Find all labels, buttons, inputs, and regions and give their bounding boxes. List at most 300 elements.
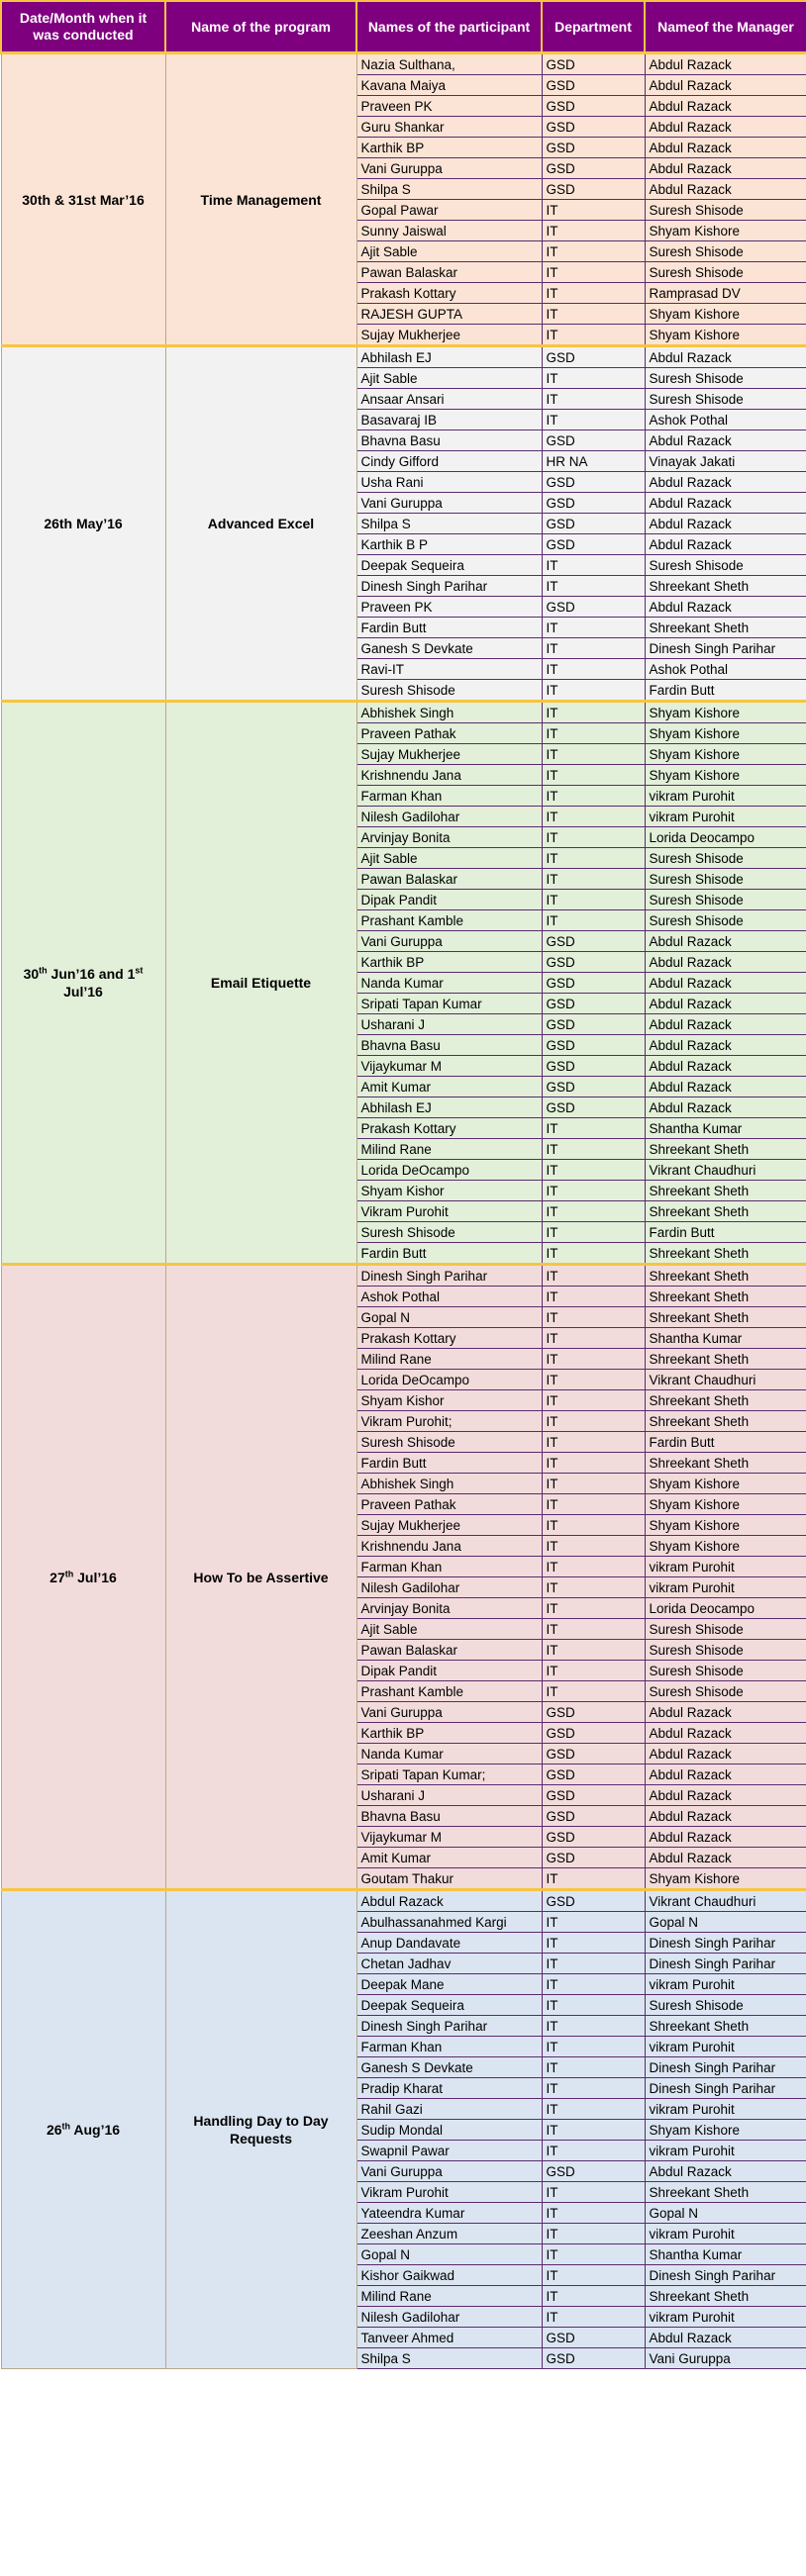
department-cell: GSD xyxy=(542,534,645,555)
department-cell: IT xyxy=(542,1287,645,1307)
participant-cell: Shilpa S xyxy=(356,2348,542,2369)
manager-cell: Dinesh Singh Parihar xyxy=(645,1954,806,1974)
department-cell: IT xyxy=(542,2099,645,2120)
department-cell: GSD xyxy=(542,1056,645,1077)
date-ordinal: th xyxy=(61,2121,71,2132)
participant-cell: Shilpa S xyxy=(356,179,542,200)
manager-cell: Shreekant Sheth xyxy=(645,1307,806,1328)
participant-cell: Prashant Kamble xyxy=(356,910,542,931)
department-cell: IT xyxy=(542,283,645,304)
participant-cell: Praveen Pathak xyxy=(356,1494,542,1515)
manager-cell: Suresh Shisode xyxy=(645,555,806,576)
manager-cell: Abdul Razack xyxy=(645,994,806,1014)
department-cell: IT xyxy=(542,389,645,410)
department-cell: IT xyxy=(542,368,645,389)
manager-cell: Abdul Razack xyxy=(645,138,806,158)
participant-cell: Sujay Mukherjee xyxy=(356,325,542,346)
participant-cell: Yateendra Kumar xyxy=(356,2203,542,2224)
department-cell: IT xyxy=(542,680,645,702)
manager-cell: Dinesh Singh Parihar xyxy=(645,2078,806,2099)
manager-cell: Shreekant Sheth xyxy=(645,1201,806,1222)
manager-cell: Suresh Shisode xyxy=(645,262,806,283)
manager-cell: Shreekant Sheth xyxy=(645,1243,806,1265)
manager-cell: Dinesh Singh Parihar xyxy=(645,1933,806,1954)
manager-cell: Abdul Razack xyxy=(645,179,806,200)
manager-cell: Lorida Deocampo xyxy=(645,1598,806,1619)
participant-cell: Cindy Gifford xyxy=(356,451,542,472)
participant-cell: Bhavna Basu xyxy=(356,430,542,451)
department-cell: IT xyxy=(542,1577,645,1598)
manager-cell: Abdul Razack xyxy=(645,1744,806,1765)
manager-cell: Abdul Razack xyxy=(645,952,806,973)
manager-cell: Abdul Razack xyxy=(645,117,806,138)
department-cell: GSD xyxy=(542,1035,645,1056)
department-cell: IT xyxy=(542,1181,645,1201)
table-body xyxy=(1,53,806,2369)
participant-cell: Usharani J xyxy=(356,1014,542,1035)
participant-cell: Dipak Pandit xyxy=(356,1661,542,1681)
participant-cell: Arvinjay Bonita xyxy=(356,827,542,848)
manager-cell: Abdul Razack xyxy=(645,1077,806,1097)
manager-cell: Suresh Shisode xyxy=(645,200,806,221)
manager-cell: Shreekant Sheth xyxy=(645,1390,806,1411)
department-cell: IT xyxy=(542,1598,645,1619)
department-cell: IT xyxy=(542,765,645,786)
participant-cell: Ajit Sable xyxy=(356,1619,542,1640)
manager-cell: Shyam Kishore xyxy=(645,744,806,765)
department-cell: IT xyxy=(542,1160,645,1181)
participant-cell: Fardin Butt xyxy=(356,1243,542,1265)
department-cell: IT xyxy=(542,2286,645,2307)
participant-cell: Guru Shankar xyxy=(356,117,542,138)
participant-cell: Kavana Maiya xyxy=(356,75,542,96)
department-cell: IT xyxy=(542,1474,645,1494)
date-text: 27 xyxy=(50,1569,65,1585)
department-cell: IT xyxy=(542,638,645,659)
department-cell: IT xyxy=(542,1411,645,1432)
participant-cell: Amit Kumar xyxy=(356,1077,542,1097)
manager-cell: Shreekant Sheth xyxy=(645,576,806,597)
manager-cell: Suresh Shisode xyxy=(645,241,806,262)
manager-cell: Shantha Kumar xyxy=(645,1328,806,1349)
department-cell: GSD xyxy=(542,1077,645,1097)
manager-cell: Shyam Kishore xyxy=(645,1474,806,1494)
manager-cell: Shyam Kishore xyxy=(645,221,806,241)
department-cell: GSD xyxy=(542,973,645,994)
manager-cell: Abdul Razack xyxy=(645,53,806,75)
department-cell: GSD xyxy=(542,1765,645,1785)
manager-cell: Suresh Shisode xyxy=(645,1640,806,1661)
manager-cell: Shreekant Sheth xyxy=(645,2182,806,2203)
participant-cell: Vikram Purohit; xyxy=(356,1411,542,1432)
date-text: Jul’16 xyxy=(63,984,103,1000)
participant-cell: Lorida DeOcampo xyxy=(356,1370,542,1390)
manager-cell: Vikrant Chaudhuri xyxy=(645,1370,806,1390)
participant-cell: Abdul Razack xyxy=(356,1890,542,1912)
department-cell: IT xyxy=(542,890,645,910)
manager-cell: vikram Purohit xyxy=(645,2224,806,2244)
date-cell xyxy=(1,53,165,346)
manager-cell: Shyam Kishore xyxy=(645,1868,806,1890)
department-cell: IT xyxy=(542,2141,645,2161)
department-cell: GSD xyxy=(542,994,645,1014)
department-cell: IT xyxy=(542,1390,645,1411)
department-cell: IT xyxy=(542,2224,645,2244)
department-cell: IT xyxy=(542,1453,645,1474)
date-cell xyxy=(1,702,165,1265)
participant-cell: Vani Guruppa xyxy=(356,2161,542,2182)
manager-cell: Fardin Butt xyxy=(645,1222,806,1243)
participant-cell: Bhavna Basu xyxy=(356,1035,542,1056)
date-text: Aug’16 xyxy=(70,2122,121,2138)
manager-cell: Fardin Butt xyxy=(645,680,806,702)
participant-cell: Ansaar Ansari xyxy=(356,389,542,410)
manager-cell: Shyam Kishore xyxy=(645,2120,806,2141)
manager-cell: vikram Purohit xyxy=(645,1557,806,1577)
manager-cell: Shantha Kumar xyxy=(645,1118,806,1139)
department-cell: IT xyxy=(542,1681,645,1702)
participant-cell: Swapnil Pawar xyxy=(356,2141,542,2161)
department-cell: GSD xyxy=(542,96,645,117)
department-cell: HR NA xyxy=(542,451,645,472)
department-cell: IT xyxy=(542,1640,645,1661)
header-participant: Names of the participant xyxy=(356,1,542,53)
participant-cell: Abhilash EJ xyxy=(356,1097,542,1118)
department-cell: IT xyxy=(542,221,645,241)
participant-cell: Ravi-IT xyxy=(356,659,542,680)
manager-cell: Abdul Razack xyxy=(645,1827,806,1848)
date-text: 26 xyxy=(46,2122,62,2138)
participant-cell: Dinesh Singh Parihar xyxy=(356,576,542,597)
department-cell: GSD xyxy=(542,1827,645,1848)
manager-cell: Dinesh Singh Parihar xyxy=(645,2057,806,2078)
manager-cell: vikram Purohit xyxy=(645,1974,806,1995)
manager-cell: Abdul Razack xyxy=(645,1014,806,1035)
manager-cell: Abdul Razack xyxy=(645,2328,806,2348)
department-cell: IT xyxy=(542,2016,645,2037)
participant-cell: Abulhassanahmed Kargi xyxy=(356,1912,542,1933)
table-row xyxy=(1,1890,806,1912)
department-cell: IT xyxy=(542,910,645,931)
manager-cell: Shreekant Sheth xyxy=(645,1139,806,1160)
participant-cell: Shyam Kishor xyxy=(356,1181,542,1201)
manager-cell: Shyam Kishore xyxy=(645,1515,806,1536)
manager-cell: Suresh Shisode xyxy=(645,1661,806,1681)
participant-cell: Pradip Kharat xyxy=(356,2078,542,2099)
participant-cell: Kishor Gaikwad xyxy=(356,2265,542,2286)
department-cell: IT xyxy=(542,1557,645,1577)
participant-cell: Suresh Shisode xyxy=(356,1222,542,1243)
department-cell: IT xyxy=(542,1515,645,1536)
participant-cell: Nilesh Gadilohar xyxy=(356,807,542,827)
participant-cell: Dinesh Singh Parihar xyxy=(356,2016,542,2037)
date-ordinal: st xyxy=(135,965,144,976)
department-cell: GSD xyxy=(542,472,645,493)
manager-cell: vikram Purohit xyxy=(645,2141,806,2161)
department-cell: IT xyxy=(542,659,645,680)
participant-cell: Vani Guruppa xyxy=(356,931,542,952)
participant-cell: Ganesh S Devkate xyxy=(356,2057,542,2078)
department-cell: GSD xyxy=(542,514,645,534)
table-row xyxy=(1,346,806,368)
participant-cell: Vijaykumar M xyxy=(356,1827,542,1848)
department-cell: GSD xyxy=(542,1848,645,1868)
department-cell: IT xyxy=(542,827,645,848)
participant-cell: Rahil Gazi xyxy=(356,2099,542,2120)
manager-cell: Abdul Razack xyxy=(645,158,806,179)
program-cell: How To be Assertive xyxy=(165,1265,356,1890)
participant-cell: Basavaraj IB xyxy=(356,410,542,430)
participant-cell: Ajit Sable xyxy=(356,241,542,262)
manager-cell: Suresh Shisode xyxy=(645,869,806,890)
manager-cell: Abdul Razack xyxy=(645,973,806,994)
participant-cell: Praveen Pathak xyxy=(356,723,542,744)
department-cell: GSD xyxy=(542,1744,645,1765)
participant-cell: Vikram Purohit xyxy=(356,1201,542,1222)
participant-cell: Zeeshan Anzum xyxy=(356,2224,542,2244)
participant-cell: Vikram Purohit xyxy=(356,2182,542,2203)
manager-cell: Shyam Kishore xyxy=(645,723,806,744)
participant-cell: Vijaykumar M xyxy=(356,1056,542,1077)
date-cell xyxy=(1,1890,165,2369)
participant-cell: Karthik BP xyxy=(356,1723,542,1744)
department-cell: IT xyxy=(542,304,645,325)
manager-cell: Abdul Razack xyxy=(645,534,806,555)
participant-cell: Pawan Balaskar xyxy=(356,262,542,283)
manager-cell: Ashok Pothal xyxy=(645,659,806,680)
table-row xyxy=(1,702,806,723)
department-cell: IT xyxy=(542,1349,645,1370)
manager-cell: Abdul Razack xyxy=(645,75,806,96)
department-cell: IT xyxy=(542,702,645,723)
participant-cell: Milind Rane xyxy=(356,1349,542,1370)
department-cell: IT xyxy=(542,410,645,430)
manager-cell: Abdul Razack xyxy=(645,430,806,451)
date-cell xyxy=(1,1265,165,1890)
department-cell: IT xyxy=(542,807,645,827)
participant-cell: RAJESH GUPTA xyxy=(356,304,542,325)
department-cell: GSD xyxy=(542,2348,645,2369)
participant-cell: Arvinjay Bonita xyxy=(356,1598,542,1619)
participant-cell: Nanda Kumar xyxy=(356,973,542,994)
department-cell: IT xyxy=(542,848,645,869)
participant-cell: Pawan Balaskar xyxy=(356,1640,542,1661)
manager-cell: Vikrant Chaudhuri xyxy=(645,1160,806,1181)
participant-cell: Prakash Kottary xyxy=(356,1328,542,1349)
manager-cell: Vinayak Jakati xyxy=(645,451,806,472)
department-cell: GSD xyxy=(542,346,645,368)
department-cell: IT xyxy=(542,1222,645,1243)
participant-cell: Ajit Sable xyxy=(356,368,542,389)
manager-cell: Shreekant Sheth xyxy=(645,1265,806,1287)
participant-cell: Milind Rane xyxy=(356,1139,542,1160)
manager-cell: Abdul Razack xyxy=(645,1056,806,1077)
manager-cell: Suresh Shisode xyxy=(645,848,806,869)
participant-cell: Sudip Mondal xyxy=(356,2120,542,2141)
participant-cell: Karthik BP xyxy=(356,138,542,158)
participant-cell: Abhishek Singh xyxy=(356,702,542,723)
participant-cell: Deepak Mane xyxy=(356,1974,542,1995)
participant-cell: Suresh Shisode xyxy=(356,1432,542,1453)
manager-cell: Shreekant Sheth xyxy=(645,1411,806,1432)
department-cell: IT xyxy=(542,1933,645,1954)
department-cell: GSD xyxy=(542,1702,645,1723)
participant-cell: Karthik B P xyxy=(356,534,542,555)
manager-cell: Suresh Shisode xyxy=(645,1995,806,2016)
manager-cell: Shreekant Sheth xyxy=(645,1453,806,1474)
date-ordinal: th xyxy=(39,965,48,976)
table-row xyxy=(1,1265,806,1287)
manager-cell: Shreekant Sheth xyxy=(645,2286,806,2307)
department-cell: IT xyxy=(542,744,645,765)
manager-cell: Abdul Razack xyxy=(645,1097,806,1118)
participant-cell: Nilesh Gadilohar xyxy=(356,1577,542,1598)
manager-cell: Abdul Razack xyxy=(645,493,806,514)
participant-cell: Pawan Balaskar xyxy=(356,869,542,890)
participant-cell: Shyam Kishor xyxy=(356,1390,542,1411)
manager-cell: Abdul Razack xyxy=(645,96,806,117)
header-department: Department xyxy=(542,1,645,53)
department-cell: IT xyxy=(542,869,645,890)
manager-cell: Suresh Shisode xyxy=(645,389,806,410)
department-cell: IT xyxy=(542,2265,645,2286)
department-cell: IT xyxy=(542,200,645,221)
date-cell xyxy=(1,346,165,702)
manager-cell: vikram Purohit xyxy=(645,1577,806,1598)
department-cell: GSD xyxy=(542,158,645,179)
header-date: Date/Month when it was conducted xyxy=(1,1,165,53)
department-cell: IT xyxy=(542,723,645,744)
department-cell: IT xyxy=(542,618,645,638)
program-cell: Time Management xyxy=(165,53,356,346)
department-cell: GSD xyxy=(542,2328,645,2348)
department-cell: IT xyxy=(542,1307,645,1328)
participant-cell: Fardin Butt xyxy=(356,1453,542,1474)
participant-cell: Krishnendu Jana xyxy=(356,765,542,786)
manager-cell: Suresh Shisode xyxy=(645,1681,806,1702)
department-cell: GSD xyxy=(542,1806,645,1827)
department-cell: IT xyxy=(542,2182,645,2203)
participant-cell: Abhilash EJ xyxy=(356,346,542,368)
participant-cell: Sripati Tapan Kumar xyxy=(356,994,542,1014)
table-row xyxy=(1,53,806,75)
department-cell: GSD xyxy=(542,430,645,451)
participant-cell: Suresh Shisode xyxy=(356,680,542,702)
manager-cell: Abdul Razack xyxy=(645,1848,806,1868)
department-cell: IT xyxy=(542,1619,645,1640)
department-cell: IT xyxy=(542,1328,645,1349)
manager-cell: Abdul Razack xyxy=(645,597,806,618)
participant-cell: Sunny Jaiswal xyxy=(356,221,542,241)
participant-cell: Dinesh Singh Parihar xyxy=(356,1265,542,1287)
participant-cell: Farman Khan xyxy=(356,786,542,807)
department-cell: IT xyxy=(542,1995,645,2016)
manager-cell: Abdul Razack xyxy=(645,1806,806,1827)
date-text: 26th May’16 xyxy=(44,516,123,531)
participant-cell: Anup Dandavate xyxy=(356,1933,542,1954)
manager-cell: Shreekant Sheth xyxy=(645,1181,806,1201)
participant-cell: Praveen PK xyxy=(356,96,542,117)
manager-cell: Shreekant Sheth xyxy=(645,1287,806,1307)
participant-cell: Ashok Pothal xyxy=(356,1287,542,1307)
manager-cell: Abdul Razack xyxy=(645,1702,806,1723)
department-cell: IT xyxy=(542,576,645,597)
department-cell: IT xyxy=(542,1432,645,1453)
participant-cell: Farman Khan xyxy=(356,2037,542,2057)
participant-cell: Ganesh S Devkate xyxy=(356,638,542,659)
manager-cell: Ashok Pothal xyxy=(645,410,806,430)
manager-cell: Abdul Razack xyxy=(645,2161,806,2182)
participant-cell: Shilpa S xyxy=(356,514,542,534)
department-cell: GSD xyxy=(542,952,645,973)
manager-cell: Shyam Kishore xyxy=(645,1494,806,1515)
participant-cell: Dipak Pandit xyxy=(356,890,542,910)
department-cell: GSD xyxy=(542,117,645,138)
manager-cell: Lorida Deocampo xyxy=(645,827,806,848)
manager-cell: Ramprasad DV xyxy=(645,283,806,304)
manager-cell: Shantha Kumar xyxy=(645,2244,806,2265)
manager-cell: Shyam Kishore xyxy=(645,325,806,346)
participant-cell: Gopal N xyxy=(356,1307,542,1328)
department-cell: GSD xyxy=(542,931,645,952)
participant-cell: Milind Rane xyxy=(356,2286,542,2307)
participant-cell: Sripati Tapan Kumar; xyxy=(356,1765,542,1785)
program-cell: Email Etiquette xyxy=(165,702,356,1265)
manager-cell: vikram Purohit xyxy=(645,786,806,807)
header-manager: Nameof the Manager xyxy=(645,1,806,53)
participant-cell: Amit Kumar xyxy=(356,1848,542,1868)
participant-cell: Goutam Thakur xyxy=(356,1868,542,1890)
department-cell: IT xyxy=(542,2057,645,2078)
date-text: Jul’16 xyxy=(73,1569,117,1585)
manager-cell: vikram Purohit xyxy=(645,2037,806,2057)
department-cell: GSD xyxy=(542,138,645,158)
participant-cell: Nazia Sulthana, xyxy=(356,53,542,75)
department-cell: GSD xyxy=(542,1014,645,1035)
manager-cell: Abdul Razack xyxy=(645,514,806,534)
department-cell: IT xyxy=(542,1265,645,1287)
manager-cell: Shreekant Sheth xyxy=(645,1349,806,1370)
department-cell: IT xyxy=(542,2120,645,2141)
manager-cell: Shyam Kishore xyxy=(645,765,806,786)
department-cell: IT xyxy=(542,1243,645,1265)
manager-cell: Abdul Razack xyxy=(645,1765,806,1785)
participant-cell: Sujay Mukherjee xyxy=(356,744,542,765)
participant-cell: Deepak Sequeira xyxy=(356,1995,542,2016)
manager-cell: Gopal N xyxy=(645,2203,806,2224)
participant-cell: Nanda Kumar xyxy=(356,1744,542,1765)
manager-cell: vikram Purohit xyxy=(645,807,806,827)
department-cell: GSD xyxy=(542,179,645,200)
manager-cell: vikram Purohit xyxy=(645,2099,806,2120)
department-cell: IT xyxy=(542,1494,645,1515)
header-row xyxy=(1,1,806,53)
department-cell: GSD xyxy=(542,53,645,75)
department-cell: IT xyxy=(542,2307,645,2328)
participant-cell: Sujay Mukherjee xyxy=(356,1515,542,1536)
manager-cell: Dinesh Singh Parihar xyxy=(645,2265,806,2286)
department-cell: IT xyxy=(542,1201,645,1222)
participant-cell: Lorida DeOcampo xyxy=(356,1160,542,1181)
manager-cell: Abdul Razack xyxy=(645,1785,806,1806)
department-cell: IT xyxy=(542,555,645,576)
manager-cell: Abdul Razack xyxy=(645,931,806,952)
department-cell: IT xyxy=(542,2203,645,2224)
department-cell: IT xyxy=(542,1536,645,1557)
manager-cell: Abdul Razack xyxy=(645,472,806,493)
participant-cell: Gopal Pawar xyxy=(356,200,542,221)
department-cell: IT xyxy=(542,2037,645,2057)
